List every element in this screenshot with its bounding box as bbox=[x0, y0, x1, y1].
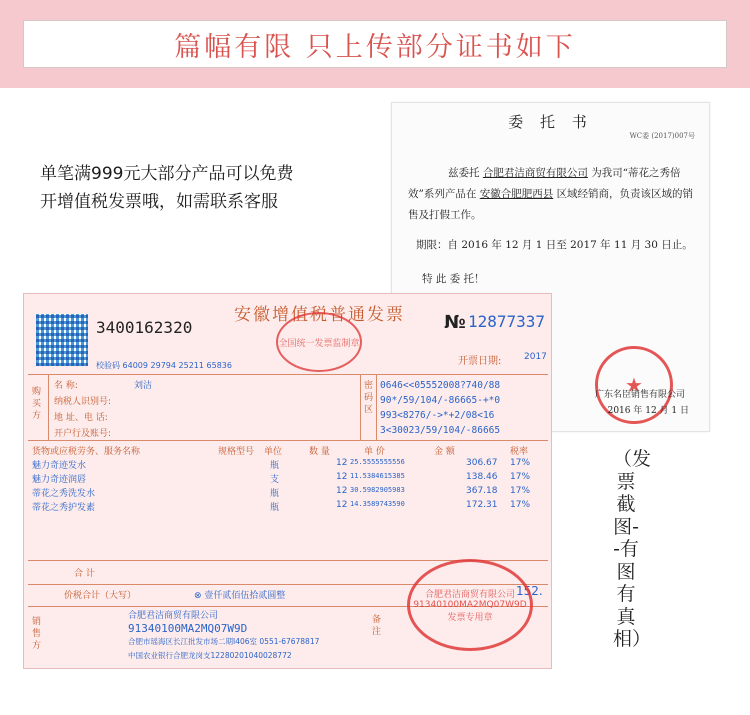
invoice-code: 3400162320 bbox=[96, 318, 193, 337]
letter-body-prefix: 兹委托 bbox=[448, 167, 480, 179]
total-label: 合 计 bbox=[74, 569, 95, 579]
buyer-name-label: 名 称: bbox=[54, 381, 78, 391]
item-amount: 306.67 bbox=[466, 458, 498, 468]
seller-tax-id: 91340100MA2MQ07W9D bbox=[128, 622, 248, 635]
col-header-spec: 规格型号 bbox=[218, 447, 255, 457]
item-price: 30.5982905983 bbox=[350, 486, 405, 494]
item-unit: 瓶 bbox=[270, 503, 280, 513]
seller-stamp-line: 合肥君洁商贸有限公司 bbox=[424, 590, 515, 600]
cipher-block bbox=[380, 378, 500, 438]
letter-body-mid: 为我司“蒂花之秀倍效”系列产品在 bbox=[408, 167, 681, 200]
col-header-price: 单 价 bbox=[364, 447, 385, 457]
item-name: 魅力奇迹润唇 bbox=[32, 475, 87, 485]
invoice-date-label: 开票日期: bbox=[458, 356, 502, 367]
item-amount: 367.18 bbox=[466, 486, 498, 496]
letter-closing: 特 此 委 托！ bbox=[422, 273, 485, 285]
invoice-image bbox=[23, 293, 552, 669]
page-title: 篇幅有限 只上传部分证书如下 bbox=[23, 20, 727, 68]
remark-label: 备注 bbox=[372, 615, 382, 637]
letter-body bbox=[408, 163, 696, 226]
item-name: 蒂花之秀护发素 bbox=[32, 503, 96, 513]
seller-invoice-stamp bbox=[407, 559, 533, 651]
item-rate: 17% bbox=[510, 500, 531, 510]
col-header-qty: 数 量 bbox=[309, 447, 330, 457]
cipher-line: 3<30023/59/104/-86665 bbox=[380, 425, 501, 436]
letter-title: 委 托 书 bbox=[508, 113, 593, 131]
star-icon: ★ bbox=[625, 373, 643, 397]
total-tax-label: 价税合计（大写） bbox=[64, 591, 137, 601]
seller-stamp-line: 91340100MA2MQ07W9D bbox=[413, 600, 527, 610]
buyer-bank-label: 开户行及账号: bbox=[54, 429, 112, 439]
item-name: 魅力奇迹发水 bbox=[32, 461, 87, 471]
invoice-verify-code: 校验码 64009 29794 25211 65836 bbox=[96, 361, 232, 370]
seller-address: 合肥市瑶海区长江批发市场二期I406室 0551-67678817 bbox=[128, 637, 320, 646]
letter-region: 安徽合肥肥西县 bbox=[479, 188, 554, 200]
notice-line-2: 开增值税发票哦，如需联系客服 bbox=[40, 192, 278, 212]
grid-line bbox=[48, 374, 49, 440]
cipher-line: 90*/59/104/-86665-+*0 bbox=[380, 395, 501, 406]
grid-line bbox=[28, 440, 548, 441]
buyer-tax-label: 纳税人识别号: bbox=[54, 397, 112, 407]
letter-signer: 广东名臣销售有限公司 bbox=[594, 390, 685, 400]
grid-line bbox=[28, 374, 548, 375]
cipher-line: 0646<<05552008?740/88 bbox=[380, 380, 501, 391]
item-qty: 12 bbox=[336, 486, 348, 496]
item-name: 蒂花之秀洗发水 bbox=[32, 489, 96, 499]
col-header-rate: 税率 bbox=[510, 447, 529, 457]
buyer-name: 刘洁 bbox=[134, 381, 153, 391]
buyer-side-label: 购买方 bbox=[32, 387, 42, 421]
letter-period: 期限：自 2016 年 12 月 1 日至 2017 年 11 月 30 日止。 bbox=[416, 239, 693, 251]
invoice-title: 安徽增值税普通发票 bbox=[234, 305, 405, 325]
item-qty: 12 bbox=[336, 458, 348, 468]
seller-side-label: 销售方 bbox=[32, 617, 42, 651]
letter-ref-number: WC委 (2017)007号 bbox=[629, 132, 695, 140]
letter-body-suffix: 区域经销商，负责该区域的销售及打假工作。 bbox=[408, 188, 694, 221]
seller-bank: 中国农业银行合肥龙岗支12280201040028772 bbox=[128, 651, 292, 660]
notice-line-1: 单笔满999元大部分产品可以免费 bbox=[40, 164, 294, 184]
item-price: 11.5384615385 bbox=[350, 472, 405, 480]
total-tax-value: ⊗ 壹仟贰佰伍拾贰圆整 bbox=[194, 591, 286, 601]
item-unit: 瓶 bbox=[270, 489, 280, 499]
seller-stamp-line: 发票专用章 bbox=[447, 613, 493, 623]
invoice-number: 12877337 bbox=[468, 312, 546, 331]
item-price: 25.5555555556 bbox=[350, 458, 405, 466]
grid-line bbox=[376, 374, 377, 440]
item-rate: 17% bbox=[510, 472, 531, 482]
seller-name: 合肥君洁商贸有限公司 bbox=[128, 611, 219, 621]
invoice-caption: （发票截图--有图有真相） bbox=[613, 448, 652, 650]
item-qty: 12 bbox=[336, 500, 348, 510]
item-price: 14.3589743590 bbox=[350, 500, 405, 508]
item-amount: 172.31 bbox=[466, 500, 498, 510]
letter-sign-date: 2016 年 12 月 1 日 bbox=[607, 406, 689, 416]
item-qty: 12 bbox=[336, 472, 348, 482]
item-rate: 17% bbox=[510, 486, 531, 496]
invoice-number-symbol: № bbox=[444, 312, 466, 333]
cipher-line: 993<8276/->*+2/08<16 bbox=[380, 410, 495, 421]
item-rate: 17% bbox=[510, 458, 531, 468]
buyer-address-label: 地 址、电 话: bbox=[54, 413, 108, 423]
col-header-amount: 金 额 bbox=[434, 447, 455, 457]
total-small: 152. bbox=[516, 584, 543, 598]
item-unit: 支 bbox=[270, 475, 280, 485]
invoice-notice bbox=[40, 160, 360, 216]
col-header-unit: 单位 bbox=[264, 447, 283, 457]
col-header-name: 货物或应税劳务、服务名称 bbox=[32, 447, 141, 457]
letter-company: 合肥君洁商贸有限公司 bbox=[482, 167, 588, 179]
item-unit: 瓶 bbox=[270, 461, 280, 471]
invoice-supervision-stamp: 全国统一发票监制章 bbox=[276, 312, 362, 372]
item-amount: 138.46 bbox=[466, 472, 498, 482]
qr-code-icon bbox=[36, 314, 88, 366]
invoice-date-value: 2017 bbox=[524, 352, 547, 362]
cipher-label: 密码区 bbox=[364, 381, 374, 415]
grid-line bbox=[360, 374, 361, 440]
